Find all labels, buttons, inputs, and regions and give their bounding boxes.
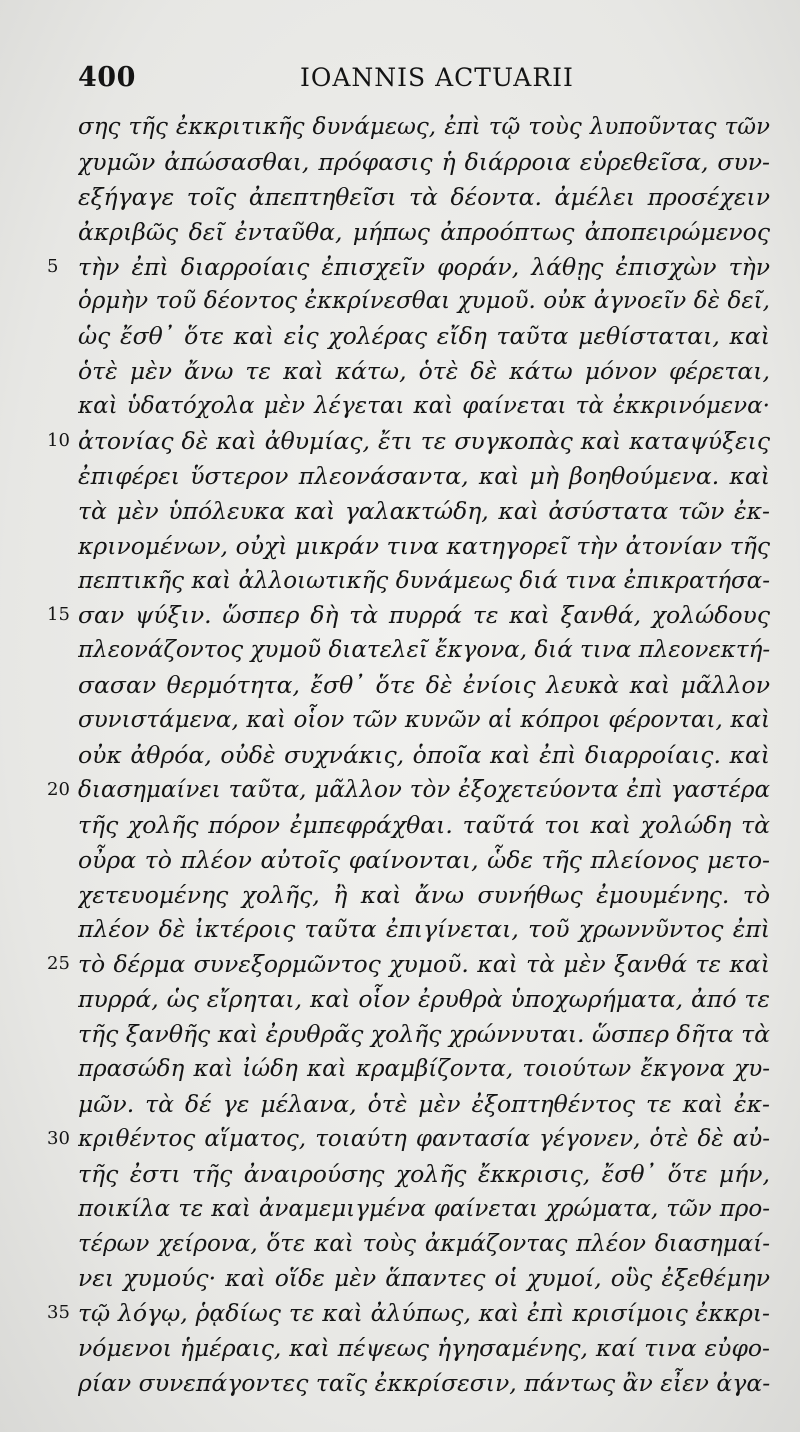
- text-line: [0, 354, 800, 389]
- line-text: πλεονάζοντος χυμοῦ διατελεῖ ἔκγονα, διά τινα πλεονεκτή-: [78, 637, 770, 664]
- line-text: κριθέντος αἵματος, τοιαύτη φαντασία γέγονεν, ὁτὲ δὲ αὐ-: [78, 1125, 770, 1152]
- line-text: χετευομένης χολῆς, ἢ καὶ ἄνω συνήθως ἐμουμένης. τὸ: [78, 880, 770, 909]
- text-line: [0, 1122, 800, 1157]
- text-line: [0, 459, 800, 494]
- greek-text-block: [0, 110, 800, 1401]
- line-number: 25: [47, 953, 70, 975]
- line-text: πυρρά, ὡς εἴρηται, καὶ οἷον ἐρυθρὰ ὑποχωρήματα, ἀπό τε: [78, 985, 770, 1014]
- line-text: ποικίλα τε καὶ ἀναμεμιγμένα φαίνεται χρώματα, τῶν προ-: [78, 1195, 770, 1222]
- text-line: [0, 389, 800, 424]
- text-line: [0, 424, 800, 459]
- text-line: [0, 1366, 800, 1401]
- text-line: [0, 703, 800, 738]
- text-line: [0, 808, 800, 843]
- line-text: τὸ δέρμα συνεξορμῶντος χυμοῦ. καὶ τὰ μὲν ξανθά τε καὶ: [78, 950, 770, 979]
- text-line: [0, 215, 800, 250]
- text-line: [0, 1227, 800, 1262]
- page-header: [78, 62, 760, 98]
- text-line: [0, 1192, 800, 1227]
- line-text: διασημαίνει ταῦτα, μᾶλλον τὸν ἐξοχετεύοντα ἐπὶ γαστέρα: [78, 776, 770, 803]
- line-text: συνιστάμενα, καὶ οἷον τῶν κυνῶν αἱ κόπροι φέρονται, καὶ: [78, 707, 770, 734]
- text-line: [0, 738, 800, 773]
- text-line: [0, 110, 800, 145]
- line-text: κρινομένων, οὐχὶ μικράν τινα κατηγορεῖ τὴν ἀτονίαν τῆς: [78, 531, 770, 560]
- text-line: [0, 529, 800, 564]
- text-line: [0, 1261, 800, 1296]
- line-number: 30: [47, 1127, 70, 1149]
- line-text: ἀτονίας δὲ καὶ ἀθυμίας, ἔτι τε συγκοπὰς καὶ καταψύξεις: [78, 427, 770, 456]
- line-text: σασαν θερμότητα, ἔσθ᾽ ὅτε δὲ ἐνίοις λευκὰ καὶ μᾶλλον: [78, 671, 770, 700]
- line-text: καὶ ὑδατόχολα μὲν λέγεται καὶ φαίνεται τὰ ἐκκρινόμενα·: [78, 393, 770, 420]
- line-text: χυμῶν ἀπώσασθαι, πρόφασις ἡ διάρροια εὑρεθεῖσα, συν-: [78, 147, 770, 176]
- line-text: πλέον δὲ ἰκτέροις ταῦτα ἐπιγίνεται, τοῦ χρωννῦντος ἐπὶ: [78, 915, 770, 944]
- page-number: 400: [78, 62, 136, 93]
- text-line: [0, 912, 800, 947]
- text-line: [0, 878, 800, 913]
- line-number: 20: [47, 778, 70, 800]
- line-text: ἐπιφέρει ὕστερον πλεονάσαντα, καὶ μὴ βοηθούμενα. καὶ: [78, 461, 770, 490]
- line-text: ὡς ἔσθ᾽ ὅτε καὶ εἰς χολέρας εἴδη ταῦτα μεθίσταται, καὶ: [78, 322, 770, 351]
- text-line: [0, 947, 800, 982]
- line-text: σαν ψύξιν. ὥσπερ δὴ τὰ πυρρά τε καὶ ξανθά, χολώδους: [78, 601, 770, 630]
- text-line: [0, 1296, 800, 1331]
- text-line: [0, 843, 800, 878]
- text-line: [0, 250, 800, 285]
- text-line: [0, 773, 800, 808]
- text-line: [0, 1157, 800, 1192]
- line-text: τῆς ἐστι τῆς ἀναιρούσης χολῆς ἔκκρισις, ἔσθ᾽ ὅτε μήν,: [78, 1159, 770, 1188]
- text-line: [0, 1017, 800, 1052]
- text-line: [0, 284, 800, 319]
- line-text: ρίαν συνεπάγοντες ταῖς ἐκκρίσεσιν, πάντως ἂν εἶεν ἀγα-: [78, 1369, 770, 1398]
- line-text: πεπτικῆς καὶ ἀλλοιωτικῆς δυνάμεως διά τινα ἐπικρατήσα-: [78, 567, 770, 594]
- line-text: τὴν ἐπὶ διαρροίαις ἐπισχεῖν φοράν, λάθῃς ἐπισχὼν τὴν: [78, 252, 770, 281]
- line-number: 35: [47, 1302, 70, 1324]
- text-line: [0, 1052, 800, 1087]
- line-number: 15: [47, 604, 70, 626]
- line-text: τέρων χείρονα, ὅτε καὶ τοὺς ἀκμάζοντας πλέον διασημαί-: [78, 1230, 770, 1257]
- text-line: [0, 145, 800, 180]
- text-line: [0, 1331, 800, 1366]
- text-line: [0, 1087, 800, 1122]
- text-line: [0, 494, 800, 529]
- text-line: [0, 982, 800, 1017]
- text-line: [0, 180, 800, 215]
- running-head: IOANNIS ACTUARII: [300, 63, 574, 92]
- line-text: πρασώδη καὶ ἰώδη καὶ κραμβίζοντα, τοιούτων ἔκγονα χυ-: [78, 1056, 770, 1083]
- line-text: ἀκριβῶς δεῖ ἐνταῦθα, μήπως ἀπροόπτως ἀποπειρώμενος: [78, 217, 770, 246]
- text-line: [0, 598, 800, 633]
- line-text: εξήγαγε τοῖς ἀπεπτηθεῖσι τὰ δέοντα. ἀμέλει προσέχειν: [78, 182, 770, 211]
- line-number: 5: [47, 255, 59, 277]
- line-text: τῆς χολῆς πόρον ἐμπεφράχθαι. ταῦτά τοι καὶ χολώδη τὰ: [78, 810, 770, 839]
- line-text: τῆς ξανθῆς καὶ ἐρυθρᾶς χολῆς χρώννυται. ὥσπερ δῆτα τὰ: [78, 1020, 770, 1049]
- line-text: ὁτὲ μὲν ἄνω τε καὶ κάτω, ὁτὲ δὲ κάτω μόνον φέρεται,: [78, 357, 770, 386]
- line-text: ὁρμὴν τοῦ δέοντος ἐκκρίνεσθαι χυμοῦ. οὐκ ἀγνοεῖν δὲ δεῖ,: [78, 288, 770, 315]
- line-text: οὐκ ἀθρόα, οὐδὲ συχνάκις, ὁποῖα καὶ ἐπὶ διαρροίαις. καὶ: [78, 741, 770, 770]
- line-text: νόμενοι ἡμέραις, καὶ πέψεως ἡγησαμένης, καί τινα εὐφο-: [78, 1334, 770, 1363]
- line-text: τὰ μὲν ὑπόλευκα καὶ γαλακτώδη, καὶ ἀσύστατα τῶν ἐκ-: [78, 496, 770, 525]
- line-text: μῶν. τὰ δέ γε μέλανα, ὁτὲ μὲν ἐξοπτηθέντος τε καὶ ἐκ-: [78, 1089, 770, 1118]
- text-line: [0, 564, 800, 599]
- line-text: σης τῆς ἐκκριτικῆς δυνάμεως, ἐπὶ τῷ τοὺς λυποῦντας τῶν: [78, 114, 770, 140]
- line-text: νει χυμούς· καὶ οἵδε μὲν ἅπαντες οἱ χυμοί, οὓς ἐξεθέμην: [78, 1264, 770, 1293]
- line-number: 10: [47, 430, 70, 452]
- text-line: [0, 319, 800, 354]
- text-line: [0, 668, 800, 703]
- text-line: [0, 633, 800, 668]
- line-text: οὖρα τὸ πλέον αὐτοῖς φαίνονται, ὧδε τῆς πλείονος μετο-: [78, 845, 770, 874]
- line-text: τῷ λόγῳ, ῥᾳδίως τε καὶ ἀλύπως, καὶ ἐπὶ κρισίμοις ἐκκρι-: [78, 1299, 770, 1328]
